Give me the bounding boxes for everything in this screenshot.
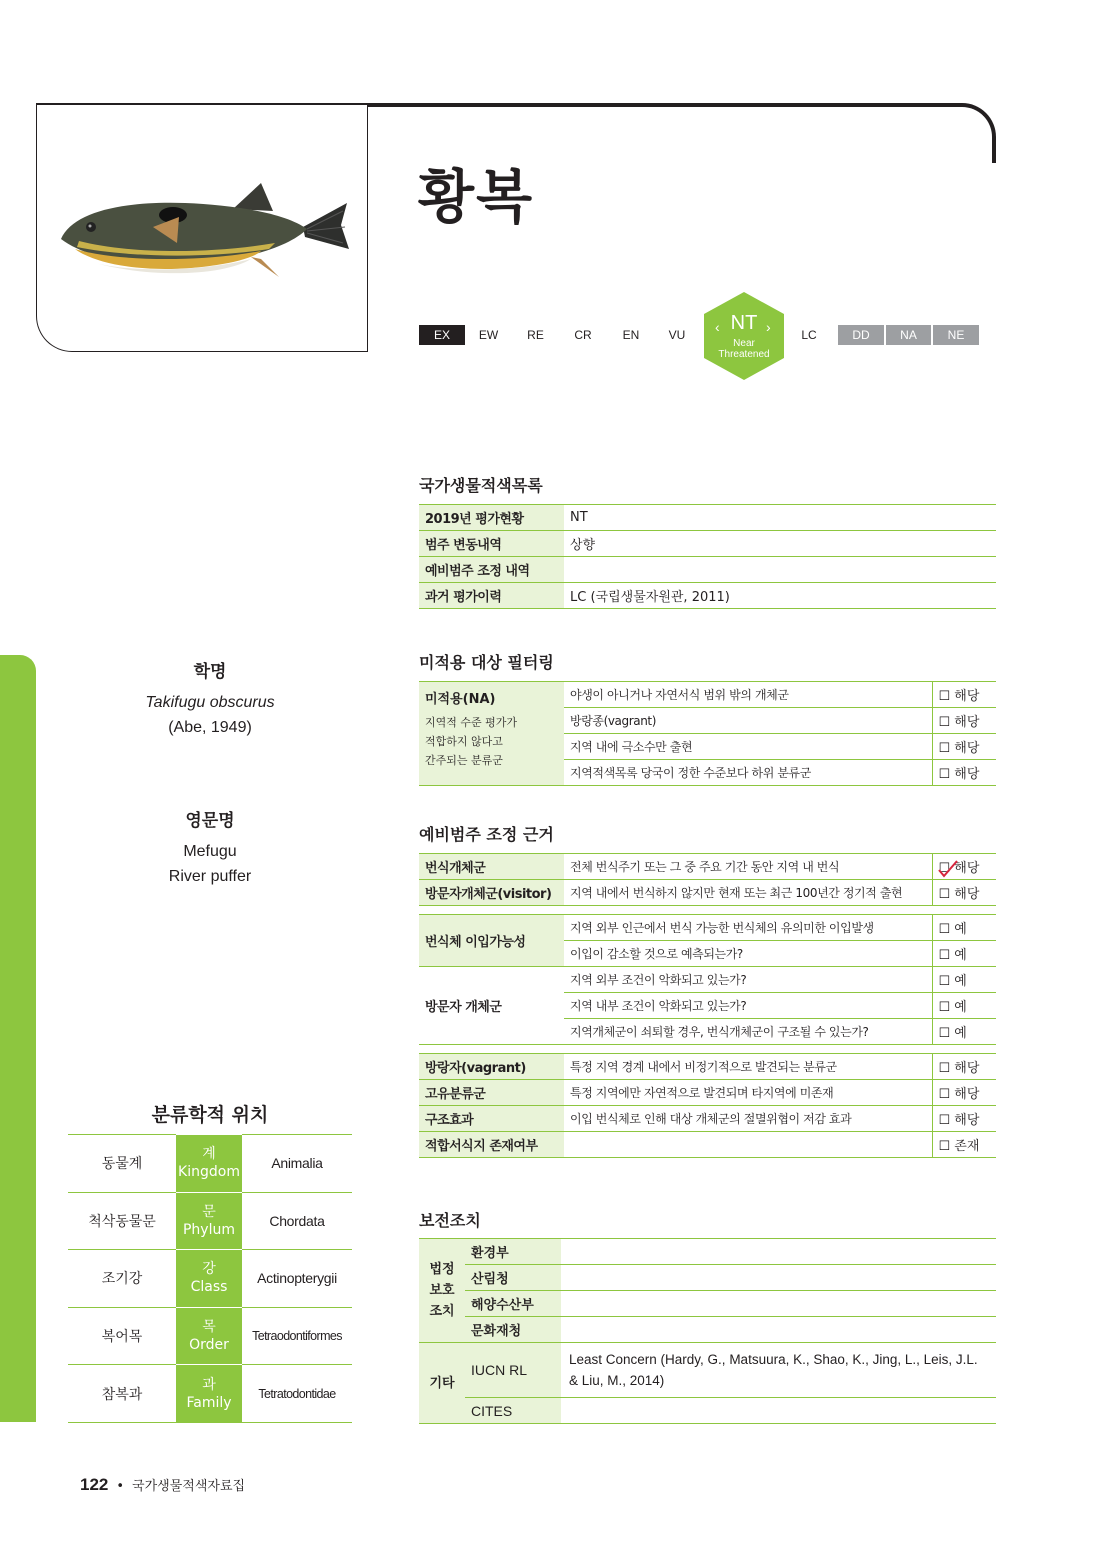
taxon-latin: Tetraodontiformes — [242, 1307, 352, 1365]
species-photo-frame — [36, 105, 368, 352]
taxon-latin: Chordata — [242, 1192, 352, 1250]
criterion: 이입 번식체로 인해 대상 개체군의 절멸위협이 저감 효과 — [564, 1106, 932, 1132]
row-label: 적합서식지 존재여부 — [419, 1132, 564, 1158]
filtering-table — [419, 681, 996, 786]
agency-label: 해양수산부 — [465, 1291, 561, 1317]
nt-category-badge — [700, 290, 788, 382]
row-label: 구조효과 — [419, 1106, 564, 1132]
taxonomy-table — [68, 1134, 352, 1423]
table-row — [419, 583, 996, 609]
table-row — [419, 1265, 996, 1291]
table-row — [419, 1398, 996, 1424]
row-label: 방랑자(vagrant) — [419, 1054, 564, 1080]
legal-group-label — [419, 1239, 465, 1343]
svg-text:‹: ‹ — [715, 319, 720, 335]
table-row — [419, 505, 996, 531]
agency-value — [561, 1291, 996, 1317]
row-value — [564, 557, 996, 583]
spacer-cell — [419, 1045, 996, 1054]
svg-text:›: › — [766, 319, 771, 335]
hexagon-badge-shape — [700, 290, 788, 382]
table-row — [419, 854, 996, 880]
taxonomy-row — [68, 1135, 352, 1193]
table-row — [419, 1080, 996, 1106]
row-label: 범주 변동내역 — [419, 531, 564, 557]
english-name-2: River puffer — [168, 868, 252, 885]
agency-value: Least Concern (Hardy, G., Matsuura, K., Shao, K., Jing, L., Leis, J.L. & Liu, M., 2014) — [561, 1343, 996, 1398]
footer-separator-dot: • — [116, 1479, 125, 1494]
table-row — [419, 1317, 996, 1343]
row-value: LC (국립생물자원관, 2011) — [564, 583, 996, 609]
nt-name-line1: Near — [733, 338, 755, 349]
adjustment-table — [419, 853, 996, 1158]
agency-label: IUCN RL — [465, 1343, 561, 1398]
taxon-latin: Animalia — [242, 1135, 352, 1193]
checkbox-field[interactable]: ☐ 해당 — [932, 708, 996, 734]
table-row — [419, 880, 996, 906]
agency-value — [561, 1398, 996, 1424]
criterion: 지역 내부 조건이 악화되고 있는가? — [564, 993, 932, 1019]
agency-value — [561, 1239, 996, 1265]
agency-value — [561, 1317, 996, 1343]
legal-group-line3: 조치 — [429, 1304, 455, 1319]
category-cr: CR — [574, 328, 592, 342]
other-group-label: 기타 — [419, 1343, 465, 1424]
table-row — [419, 557, 996, 583]
table-row — [419, 1054, 996, 1080]
legal-group-line1: 법정 — [429, 1262, 455, 1277]
table-spacer — [419, 1045, 996, 1054]
na-desc-1: 지역적 수준 평가가 — [425, 716, 518, 729]
category-vu: VU — [668, 328, 686, 342]
spacer-cell — [419, 906, 996, 915]
rank-kor: 과 — [202, 1376, 216, 1393]
table-row — [419, 1239, 996, 1265]
table-row — [419, 1291, 996, 1317]
top-rule-curve — [954, 103, 996, 163]
red-list-title: 국가생물적색목록 — [419, 476, 543, 495]
english-name-heading: 영문명 — [185, 811, 235, 831]
taxonomy-row — [68, 1250, 352, 1308]
taxon-latin: Actinopterygii — [242, 1250, 352, 1308]
rank-eng: Family — [186, 1394, 232, 1411]
checkbox-label: ☐ 해당 — [938, 861, 980, 876]
rank-kor: 계 — [202, 1146, 216, 1163]
criterion: 지역적색목록 당국이 정한 수준보다 하위 분류군 — [564, 760, 932, 786]
checkbox-field[interactable]: ☐ 예 — [932, 915, 996, 941]
checkbox-field[interactable]: ☐ 해당 — [932, 1054, 996, 1080]
row-label: 고유분류군 — [419, 1080, 564, 1106]
filtering-title: 미적용 대상 필터링 — [419, 653, 554, 672]
row-label: 번식체 이입가능성 — [419, 915, 564, 967]
scientific-author: (Abe, 1949) — [168, 719, 252, 736]
row-label: 번식개체군 — [419, 854, 564, 880]
criterion: 지역 내에서 번식하지 않지만 현재 또는 최근 100년간 정기적 출현 — [564, 880, 932, 906]
checkbox-field[interactable]: ☐ 예 — [932, 1019, 996, 1045]
category-ex: EX — [419, 325, 465, 345]
category-na: NA — [886, 325, 931, 345]
criterion — [564, 1132, 932, 1158]
conservation-title: 보전조치 — [419, 1211, 481, 1230]
row-label: 예비범주 조정 내역 — [419, 557, 564, 583]
agency-label: 산림청 — [465, 1265, 561, 1291]
agency-label: 문화재청 — [465, 1317, 561, 1343]
taxon-rank — [176, 1365, 242, 1423]
taxon-rank — [176, 1250, 242, 1308]
row-label: 과거 평가이력 — [419, 583, 564, 609]
pufferfish-photo — [55, 165, 355, 295]
red-list-table — [419, 504, 996, 609]
checkbox-field[interactable]: ☐ 해당 — [932, 880, 996, 906]
criterion: 특정 지역 경계 내에서 비정기적으로 발견되는 분류군 — [564, 1054, 932, 1080]
book-title: 국가생물적색자료집 — [132, 1479, 246, 1494]
criterion: 이입이 감소할 것으로 예측되는가? — [564, 941, 932, 967]
taxon-rank — [176, 1192, 242, 1250]
nt-code: NT — [730, 312, 758, 334]
category-ew: EW — [478, 328, 499, 342]
rank-kor: 강 — [202, 1261, 216, 1278]
table-row — [419, 682, 996, 708]
category-re: RE — [527, 328, 544, 342]
english-name-1: Mefugu — [183, 843, 237, 860]
page-footer — [80, 1475, 245, 1495]
taxonomy-row — [68, 1307, 352, 1365]
adjustment-title: 예비범주 조정 근거 — [419, 825, 554, 844]
species-title: 황복 — [418, 163, 535, 231]
row-value: 상향 — [564, 531, 996, 557]
nt-name — [700, 338, 788, 360]
table-spacer — [419, 906, 996, 915]
rank-kor: 목 — [202, 1319, 216, 1336]
english-name-block — [68, 806, 352, 889]
na-label: 미적용(NA) — [425, 692, 496, 707]
scientific-name: Takifugu obscurus — [145, 694, 275, 711]
taxonomy-row — [68, 1365, 352, 1423]
rank-eng: Phylum — [182, 1221, 235, 1238]
rank-kor: 문 — [202, 1203, 216, 1220]
table-row — [419, 1343, 996, 1398]
checkbox-field[interactable]: ☐ 예 — [932, 993, 996, 1019]
taxon-rank — [176, 1135, 242, 1193]
rank-eng: Order — [189, 1337, 229, 1354]
checkbox-field[interactable]: ☐ 해당 — [932, 682, 996, 708]
rank-eng: Class — [190, 1279, 228, 1296]
checkbox-field[interactable]: ☐ 해당 — [932, 760, 996, 786]
side-green-tab — [0, 655, 36, 1422]
scientific-name-heading: 학명 — [193, 662, 227, 682]
row-value: NT — [564, 505, 996, 531]
table-row — [419, 531, 996, 557]
criterion: 지역개체군이 쇠퇴할 경우, 번식개체군이 구조될 수 있는가? — [564, 1019, 932, 1045]
checkbox-field[interactable]: ☐ 예 — [932, 941, 996, 967]
criterion: 방랑종(vagrant) — [564, 708, 932, 734]
taxon-latin: Tetratodontidae — [242, 1365, 352, 1423]
row-label: 2019년 평가현황 — [419, 505, 564, 531]
criterion: 특정 지역에만 자연적으로 발견되며 타지역에 미존재 — [564, 1080, 932, 1106]
rank-eng: Kingdom — [178, 1164, 240, 1181]
row-label: 방문자개체군(visitor) — [419, 880, 564, 906]
checkbox-field-checked[interactable] — [932, 854, 996, 880]
scientific-name-block — [68, 657, 352, 740]
na-desc-3: 간주되는 분류군 — [425, 754, 503, 767]
nt-name-line2: Threatened — [718, 349, 770, 360]
table-row — [419, 967, 996, 993]
checkbox-field[interactable]: ☐ 해당 — [932, 734, 996, 760]
na-label-block — [419, 682, 564, 786]
taxonomy-row — [68, 1192, 352, 1250]
criterion: 지역 외부 조건이 악화되고 있는가? — [564, 967, 932, 993]
checkbox-field[interactable]: ☐ 해당 — [932, 1080, 996, 1106]
taxonomy-title: 분류학적 위치 — [151, 1104, 269, 1126]
table-row — [419, 915, 996, 941]
conservation-table — [419, 1238, 996, 1424]
criterion: 야생이 아니거나 자연서식 범위 밖의 개체군 — [564, 682, 932, 708]
taxon-kor: 동물계 — [68, 1135, 176, 1193]
checkbox-field[interactable]: ☐ 존재 — [932, 1132, 996, 1158]
checkbox-field[interactable]: ☐ 예 — [932, 967, 996, 993]
taxon-kor: 조기강 — [68, 1250, 176, 1308]
checkbox-field[interactable]: ☐ 해당 — [932, 1106, 996, 1132]
criterion: 전체 번식주기 또는 그 중 주요 기간 동안 지역 내 번식 — [564, 854, 932, 880]
taxon-kor: 척삭동물문 — [68, 1192, 176, 1250]
criterion: 지역 외부 인근에서 번식 가능한 번식체의 유의미한 이입발생 — [564, 915, 932, 941]
table-row — [419, 1106, 996, 1132]
category-ne: NE — [933, 325, 979, 345]
taxon-rank — [176, 1307, 242, 1365]
taxon-kor: 참복과 — [68, 1365, 176, 1423]
na-desc-2: 적합하지 않다고 — [425, 735, 503, 748]
category-en: EN — [622, 328, 640, 342]
page-number: 122 — [80, 1475, 109, 1494]
table-row — [419, 1132, 996, 1158]
criterion: 지역 내에 극소수만 출현 — [564, 734, 932, 760]
agency-label: CITES — [465, 1398, 561, 1424]
legal-group-line2: 보호 — [429, 1283, 455, 1298]
row-label: 방문자 개체군 — [419, 967, 564, 1045]
agency-label: 환경부 — [465, 1239, 561, 1265]
taxon-kor: 복어목 — [68, 1307, 176, 1365]
category-dd: DD — [838, 325, 884, 345]
category-lc: LC — [801, 328, 817, 342]
agency-value — [561, 1265, 996, 1291]
